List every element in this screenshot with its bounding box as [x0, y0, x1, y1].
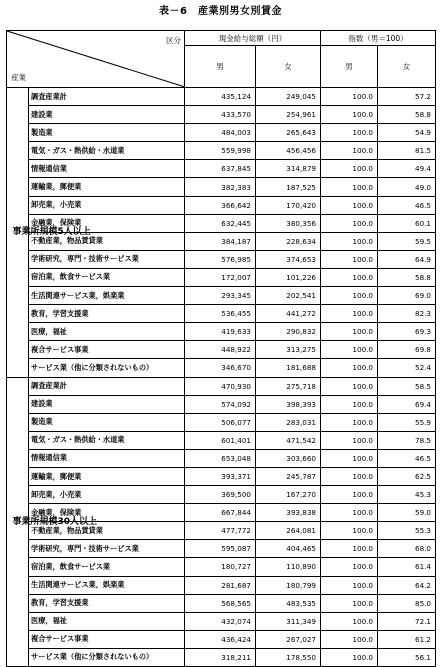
- index-male: 100.0: [321, 486, 378, 504]
- index-female: 58.8: [378, 106, 436, 124]
- wage-female: 178,550: [256, 648, 321, 666]
- wage-male: 536,455: [185, 305, 256, 323]
- header-index-group: 指数（男＝100）: [321, 31, 436, 46]
- wage-female: 181,688: [256, 359, 321, 377]
- wage-male: 506,077: [185, 413, 256, 431]
- header-index-male: 男: [321, 46, 378, 88]
- wage-male: 448,922: [185, 341, 256, 359]
- table-row: [7, 287, 436, 305]
- index-female: 57.2: [378, 88, 436, 106]
- wage-male: 382,383: [185, 178, 256, 196]
- industry-name: 宿泊業，飲食サービス業: [29, 558, 185, 576]
- index-female: 61.4: [378, 558, 436, 576]
- index-female: 58.8: [378, 268, 436, 286]
- industry-name: 不動産業，物品賃貸業: [29, 522, 185, 540]
- industry-name: 情報通信業: [29, 449, 185, 467]
- header-index-female: 女: [378, 46, 436, 88]
- wage-male: 369,500: [185, 486, 256, 504]
- index-male: 100.0: [321, 504, 378, 522]
- index-male: 100.0: [321, 341, 378, 359]
- corner-diagonal: [7, 31, 185, 87]
- table-row: [7, 305, 436, 323]
- index-male: 100.0: [321, 413, 378, 431]
- wage-female: 471,542: [256, 431, 321, 449]
- table-body: [7, 88, 436, 667]
- wage-male: 601,401: [185, 431, 256, 449]
- index-female: 64.9: [378, 250, 436, 268]
- wage-female: 249,045: [256, 88, 321, 106]
- index-female: 64.2: [378, 576, 436, 594]
- industry-name: 複合サービス事業: [29, 630, 185, 648]
- industry-name: 教育，学習支援業: [29, 305, 185, 323]
- index-male: 100.0: [321, 88, 378, 106]
- wage-female: 167,270: [256, 486, 321, 504]
- wage-female: 170,420: [256, 196, 321, 214]
- industry-name: 製造業: [29, 413, 185, 431]
- index-female: 45.3: [378, 486, 436, 504]
- table-row: [7, 612, 436, 630]
- index-female: 69.8: [378, 341, 436, 359]
- wage-female: 228,634: [256, 232, 321, 250]
- wage-female: 290,832: [256, 323, 321, 341]
- wage-male: 346,670: [185, 359, 256, 377]
- industry-name: 卸売業，小売業: [29, 486, 185, 504]
- wage-female: 483,535: [256, 594, 321, 612]
- table-row: [7, 124, 436, 142]
- index-female: 68.0: [378, 540, 436, 558]
- index-male: 100.0: [321, 250, 378, 268]
- table-row: [7, 540, 436, 558]
- wage-male: 419,633: [185, 323, 256, 341]
- table-row: [7, 160, 436, 178]
- index-male: 100.0: [321, 558, 378, 576]
- index-male: 100.0: [321, 232, 378, 250]
- industry-name: 卸売業，小売業: [29, 196, 185, 214]
- wage-female: 101,226: [256, 268, 321, 286]
- wage-male: 318,211: [185, 648, 256, 666]
- industry-name: 医療，福祉: [29, 323, 185, 341]
- industry-name: 金融業，保険業: [29, 214, 185, 232]
- table-row: [7, 486, 436, 504]
- index-female: 49.0: [378, 178, 436, 196]
- wage-table: [6, 30, 436, 667]
- wage-female: 456,456: [256, 142, 321, 160]
- index-female: 62.5: [378, 467, 436, 485]
- table-row: [7, 413, 436, 431]
- index-male: 100.0: [321, 449, 378, 467]
- table-row: [7, 341, 436, 359]
- industry-name: 学術研究，専門・技術サービス業: [29, 540, 185, 558]
- table-row: [7, 630, 436, 648]
- industry-name: 生活関連サービス業，娯楽業: [29, 287, 185, 305]
- wage-female: 314,879: [256, 160, 321, 178]
- index-male: 100.0: [321, 612, 378, 630]
- index-female: 46.5: [378, 196, 436, 214]
- table-row: [7, 268, 436, 286]
- industry-name: 調査産業計: [29, 377, 185, 395]
- header-wage-group: 現金給与総額（円）: [185, 31, 321, 46]
- wage-male: 574,092: [185, 395, 256, 413]
- industry-name: 運輸業，郵便業: [29, 178, 185, 196]
- wage-female: 245,787: [256, 467, 321, 485]
- index-female: 69.3: [378, 323, 436, 341]
- wage-female: 267,027: [256, 630, 321, 648]
- index-female: 78.5: [378, 431, 436, 449]
- index-male: 100.0: [321, 142, 378, 160]
- wage-male: 576,985: [185, 250, 256, 268]
- index-female: 69.0: [378, 287, 436, 305]
- industry-name: 不動産業，物品賃貸業: [29, 232, 185, 250]
- index-male: 100.0: [321, 648, 378, 666]
- header-wage-male: 男: [185, 46, 256, 88]
- index-male: 100.0: [321, 305, 378, 323]
- index-male: 100.0: [321, 467, 378, 485]
- wage-male: 559,998: [185, 142, 256, 160]
- index-male: 100.0: [321, 196, 378, 214]
- table-row: [7, 178, 436, 196]
- table-row: [7, 250, 436, 268]
- wage-female: 283,031: [256, 413, 321, 431]
- index-female: 72.1: [378, 612, 436, 630]
- index-female: 85.0: [378, 594, 436, 612]
- index-male: 100.0: [321, 540, 378, 558]
- industry-name: 複合サービス事業: [29, 341, 185, 359]
- industry-name: 建設業: [29, 395, 185, 413]
- index-female: 52.4: [378, 359, 436, 377]
- index-female: 58.5: [378, 377, 436, 395]
- wage-male: 667,844: [185, 504, 256, 522]
- table-row: [7, 648, 436, 666]
- index-female: 56.1: [378, 648, 436, 666]
- header-wage-female: 女: [256, 46, 321, 88]
- index-male: 100.0: [321, 323, 378, 341]
- industry-name: 教育，学習支援業: [29, 594, 185, 612]
- wage-male: 568,565: [185, 594, 256, 612]
- table-row: [7, 359, 436, 377]
- table-row: [7, 88, 436, 106]
- wage-male: 484,003: [185, 124, 256, 142]
- table-row: [7, 467, 436, 485]
- industry-name: 調査産業計: [29, 88, 185, 106]
- wage-male: 293,345: [185, 287, 256, 305]
- group-label-text: 事業所規模5人以上: [12, 227, 91, 238]
- wage-male: 436,424: [185, 630, 256, 648]
- wage-female: 393,838: [256, 504, 321, 522]
- table-row: [7, 377, 436, 395]
- industry-name: 電気・ガス・熱供給・水道業: [29, 142, 185, 160]
- table-row: [7, 449, 436, 467]
- index-female: 54.9: [378, 124, 436, 142]
- index-male: 100.0: [321, 106, 378, 124]
- table-row: [7, 558, 436, 576]
- wage-female: 303,660: [256, 449, 321, 467]
- index-male: 100.0: [321, 359, 378, 377]
- index-male: 100.0: [321, 160, 378, 178]
- index-female: 81.5: [378, 142, 436, 160]
- wage-female: 441,272: [256, 305, 321, 323]
- wage-male: 384,187: [185, 232, 256, 250]
- index-female: 49.4: [378, 160, 436, 178]
- page-title: 表－6 産業別男女別賃金: [159, 6, 282, 17]
- index-male: 100.0: [321, 630, 378, 648]
- index-male: 100.0: [321, 576, 378, 594]
- wage-male: 366,642: [185, 196, 256, 214]
- index-female: 61.2: [378, 630, 436, 648]
- table-row: [7, 323, 436, 341]
- industry-name: 電気・ガス・熱供給・水道業: [29, 431, 185, 449]
- wage-male: 281,687: [185, 576, 256, 594]
- index-female: 59.0: [378, 504, 436, 522]
- wage-female: 398,393: [256, 395, 321, 413]
- industry-name: 生活関連サービス業，娯楽業: [29, 576, 185, 594]
- wage-male: 180,727: [185, 558, 256, 576]
- index-female: 82.3: [378, 305, 436, 323]
- industry-name: サービス業（他に分類されないもの）: [29, 648, 185, 666]
- industry-name: 宿泊業，飲食サービス業: [29, 268, 185, 286]
- index-male: 100.0: [321, 522, 378, 540]
- industry-name: 医療，福祉: [29, 612, 185, 630]
- wage-male: 653,048: [185, 449, 256, 467]
- wage-male: 632,445: [185, 214, 256, 232]
- wage-female: 202,541: [256, 287, 321, 305]
- header-corner: [7, 31, 185, 88]
- index-female: 55.3: [378, 522, 436, 540]
- table-row: [7, 431, 436, 449]
- wage-female: 265,643: [256, 124, 321, 142]
- wage-male: 637,845: [185, 160, 256, 178]
- index-male: 100.0: [321, 377, 378, 395]
- wage-male: 435,124: [185, 88, 256, 106]
- industry-name: サービス業（他に分類されないもの）: [29, 359, 185, 377]
- wage-male: 432,074: [185, 612, 256, 630]
- wage-female: 110,890: [256, 558, 321, 576]
- industry-name: 金融業，保険業: [29, 504, 185, 522]
- wage-male: 433,570: [185, 106, 256, 124]
- wage-female: 311,349: [256, 612, 321, 630]
- index-male: 100.0: [321, 268, 378, 286]
- industry-name: 建設業: [29, 106, 185, 124]
- wage-female: 264,081: [256, 522, 321, 540]
- index-female: 69.4: [378, 395, 436, 413]
- index-male: 100.0: [321, 287, 378, 305]
- table-row: [7, 106, 436, 124]
- index-female: 59.5: [378, 232, 436, 250]
- index-male: 100.0: [321, 178, 378, 196]
- index-male: 100.0: [321, 214, 378, 232]
- table-row: [7, 142, 436, 160]
- wage-female: 313,275: [256, 341, 321, 359]
- wage-female: 187,525: [256, 178, 321, 196]
- table-row: [7, 196, 436, 214]
- wage-female: 254,961: [256, 106, 321, 124]
- table-row: [7, 576, 436, 594]
- table-row: [7, 594, 436, 612]
- table-row: [7, 395, 436, 413]
- index-male: 100.0: [321, 395, 378, 413]
- wage-female: 374,653: [256, 250, 321, 268]
- index-male: 100.0: [321, 594, 378, 612]
- industry-name: 製造業: [29, 124, 185, 142]
- wage-female: 180,799: [256, 576, 321, 594]
- wage-male: 172,007: [185, 268, 256, 286]
- index-male: 100.0: [321, 124, 378, 142]
- index-female: 46.5: [378, 449, 436, 467]
- industry-name: 運輸業，郵便業: [29, 467, 185, 485]
- industry-name: 学術研究，専門・技術サービス業: [29, 250, 185, 268]
- wage-female: 404,465: [256, 540, 321, 558]
- wage-male: 470,930: [185, 377, 256, 395]
- group-label-text: 事業所規模30人以上: [12, 516, 98, 527]
- wage-male: 595,087: [185, 540, 256, 558]
- index-male: 100.0: [321, 431, 378, 449]
- wage-male: 393,371: [185, 467, 256, 485]
- wage-female: 380,356: [256, 214, 321, 232]
- wage-male: 477,772: [185, 522, 256, 540]
- industry-name: 情報通信業: [29, 160, 185, 178]
- index-female: 55.9: [378, 413, 436, 431]
- wage-female: 275,718: [256, 377, 321, 395]
- header-kubun: 区分: [166, 36, 181, 45]
- index-female: 60.1: [378, 214, 436, 232]
- header-sangyo: 産業: [11, 73, 26, 82]
